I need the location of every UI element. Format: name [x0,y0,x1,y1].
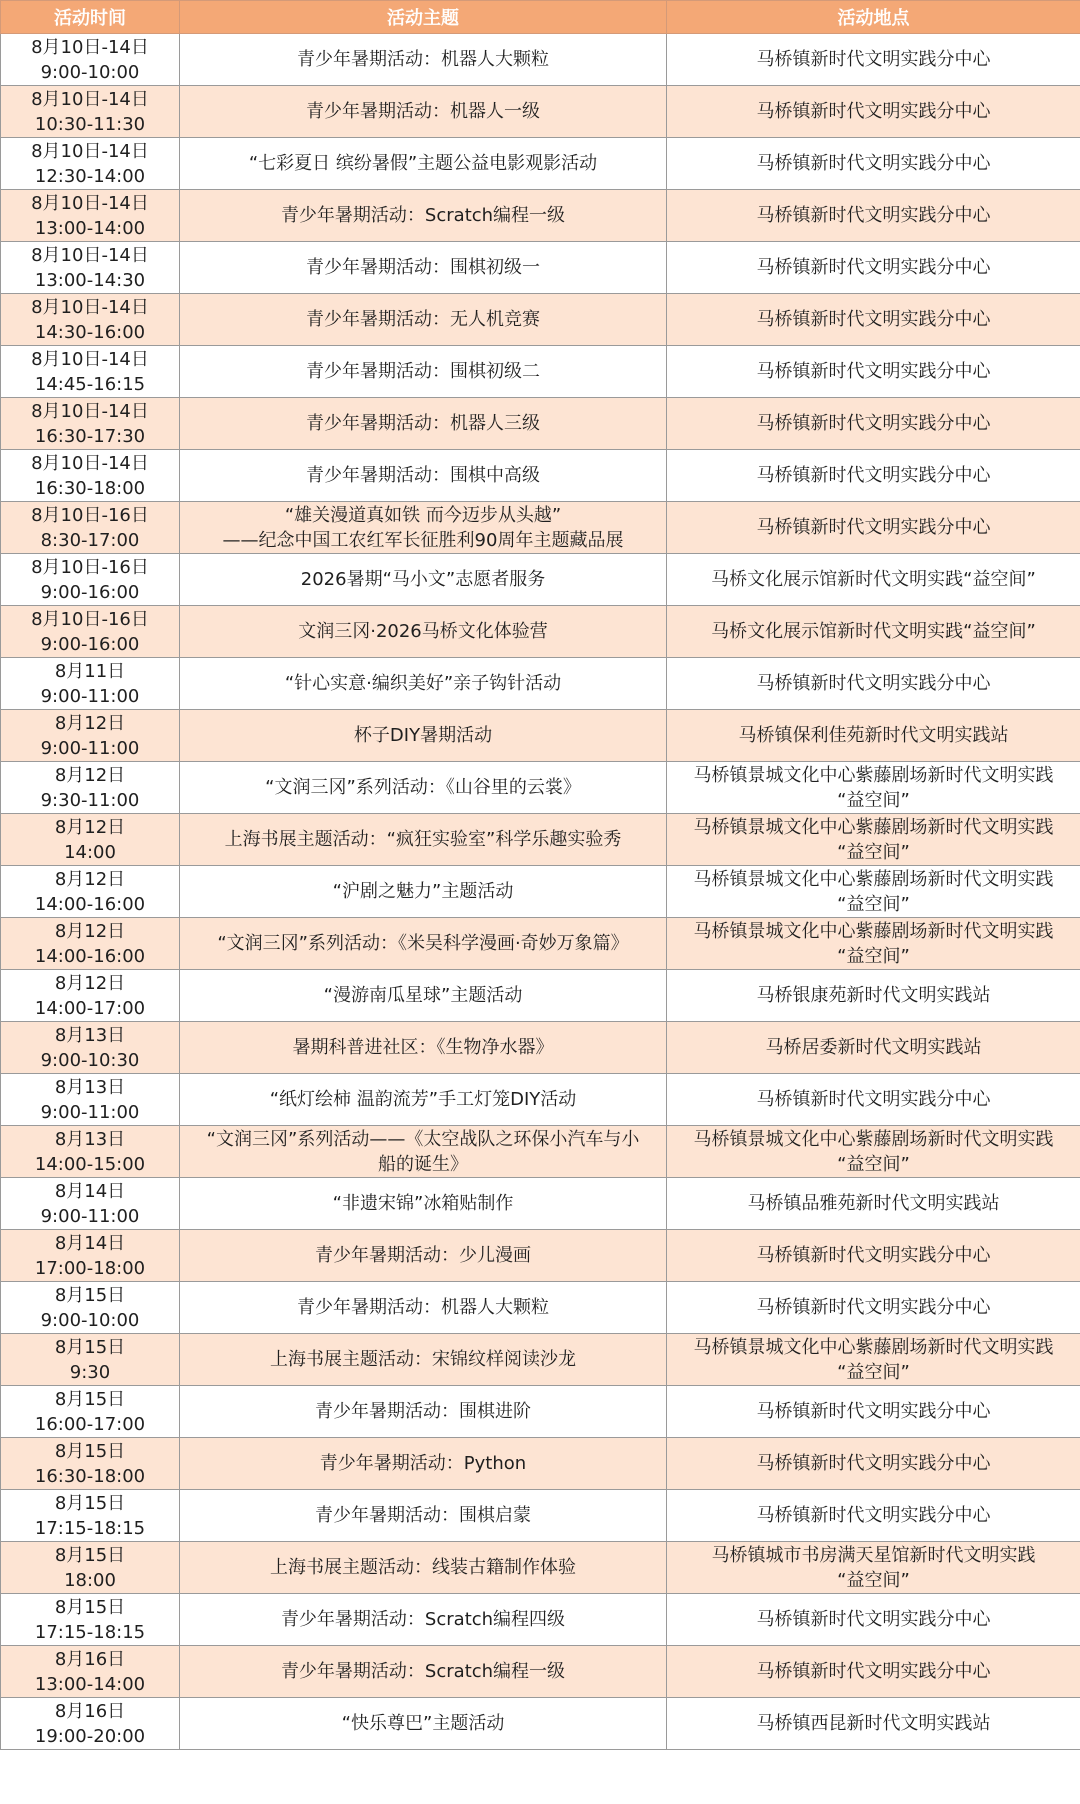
cell-theme [180,34,667,86]
activity-time: 9:30-11:00 [40,789,140,811]
header-location: 活动地点 [667,1,1080,34]
table-row [1,1022,1080,1074]
activity-theme: “漫游南瓜星球”主题活动 [323,985,523,1006]
cell-location [667,866,1080,918]
cell-time [1,1022,180,1074]
cell-location [667,86,1080,138]
table-row [1,1178,1080,1230]
activity-date: 8月10日-14日 [31,192,149,214]
table-row [1,606,1080,658]
activity-date: 8月10日-14日 [31,88,149,110]
cell-theme [180,1334,667,1386]
table-row [1,658,1080,710]
cell-time [1,502,180,554]
cell-location [667,398,1080,450]
cell-theme [180,346,667,398]
table-row [1,1126,1080,1178]
cell-theme [180,1386,667,1438]
activity-time: 13:00-14:00 [34,1673,146,1695]
activity-location: “益空间” [837,893,910,915]
activity-theme: 上海书展主题活动：“疯狂实验室”科学乐趣实验秀 [224,829,622,850]
cell-theme [180,294,667,346]
table-row [1,450,1080,502]
table-row [1,242,1080,294]
activity-time: 14:00 [64,841,116,863]
cell-theme [180,502,667,554]
cell-location [667,1230,1080,1282]
activity-time: 9:00-11:00 [40,1101,140,1123]
activity-location: 马桥镇新时代文明实践分中心 [756,49,991,70]
cell-location [667,1594,1080,1646]
activity-date: 8月10日-16日 [31,504,149,526]
cell-time [1,1074,180,1126]
cell-theme [180,1178,667,1230]
activity-location: “益空间” [837,789,910,811]
activity-theme: 青少年暑期活动：围棋中高级 [306,465,540,486]
activity-time: 14:00-16:00 [34,945,146,967]
table-row [1,1282,1080,1334]
activity-date: 8月12日 [54,712,126,734]
activity-location: 马桥镇新时代文明实践分中心 [756,1505,991,1526]
cell-time [1,346,180,398]
activity-date: 8月15日 [54,1440,126,1462]
cell-theme [180,1022,667,1074]
activity-date: 8月14日 [54,1180,126,1202]
cell-time [1,242,180,294]
cell-theme [180,1490,667,1542]
cell-time [1,1126,180,1178]
cell-theme [180,554,667,606]
cell-time [1,970,180,1022]
activity-location: 马桥文化展示馆新时代文明实践“益空间” [711,621,1036,642]
activity-location: 马桥镇城市书房满天星馆新时代文明实践 [711,1544,1036,1566]
cell-time [1,1334,180,1386]
activity-time: 8:30-17:00 [40,529,140,551]
activity-theme: “文润三冈”系列活动：《山谷里的云裳》 [265,777,581,798]
activity-time: 9:00-10:00 [40,1309,140,1331]
activity-time: 9:00-16:00 [40,633,140,655]
cell-location [667,450,1080,502]
activity-theme: “快乐尊巴”主题活动 [341,1713,505,1734]
cell-location [667,1282,1080,1334]
cell-theme [180,918,667,970]
cell-time [1,918,180,970]
table-row [1,814,1080,866]
activity-theme: 上海书展主题活动：宋锦纹样阅读沙龙 [270,1349,576,1370]
activity-location: “益空间” [837,1361,910,1383]
table-row [1,1074,1080,1126]
cell-time [1,1490,180,1542]
cell-theme [180,1282,667,1334]
cell-location [667,814,1080,866]
activity-date: 8月10日-14日 [31,36,149,58]
activity-location: “益空间” [837,1569,910,1591]
activity-date: 8月10日-14日 [31,140,149,162]
cell-location [667,346,1080,398]
cell-location [667,970,1080,1022]
activity-time: 16:30-17:30 [34,425,146,447]
activity-time: 16:00-17:00 [34,1413,146,1435]
activity-theme: “沪剧之魅力”主题活动 [332,881,514,902]
cell-location [667,1542,1080,1594]
activity-date: 8月10日-14日 [31,400,149,422]
activity-theme: 暑期科普进社区：《生物净水器》 [292,1037,554,1058]
cell-location [667,710,1080,762]
cell-theme [180,814,667,866]
activity-theme: 青少年暑期活动：Scratch编程一级 [280,205,566,226]
cell-location [667,1074,1080,1126]
activity-location: “益空间” [837,1153,910,1175]
activity-theme: 青少年暑期活动：机器人一级 [306,101,540,122]
activity-theme: 青少年暑期活动：围棋初级一 [306,257,540,278]
activity-time: 14:00-16:00 [34,893,146,915]
cell-time [1,398,180,450]
table-row [1,1438,1080,1490]
activity-time: 9:00-10:00 [40,61,140,83]
cell-time [1,1594,180,1646]
activity-location: 马桥镇新时代文明实践分中心 [756,1245,991,1266]
cell-theme [180,1438,667,1490]
activity-location: 马桥镇新时代文明实践分中心 [756,1089,991,1110]
table-row [1,1698,1080,1750]
cell-time [1,1646,180,1698]
cell-theme [180,1594,667,1646]
activity-date: 8月10日-14日 [31,452,149,474]
activity-theme: “针心实意·编织美好”亲子钩针活动 [284,673,562,694]
activity-theme: “纸灯绘柿 温韵流芳”手工灯笼DIY活动 [269,1089,577,1110]
cell-theme [180,86,667,138]
cell-time [1,190,180,242]
cell-location [667,1386,1080,1438]
table-row [1,502,1080,554]
table-row [1,1386,1080,1438]
activity-location: 马桥镇景城文化中心紫藤剧场新时代文明实践 [693,816,1054,838]
activity-time: 17:15-18:15 [34,1517,146,1539]
activity-theme: ——纪念中国工农红军长征胜利90周年主题藏品展 [222,529,624,551]
header-row [1,1,1080,34]
cell-location [667,658,1080,710]
activity-location: 马桥镇新时代文明实践分中心 [756,1661,991,1682]
activity-time: 14:45-16:15 [34,373,146,395]
cell-time [1,86,180,138]
activity-theme: 船的诞生》 [378,1153,468,1175]
cell-theme [180,762,667,814]
activity-time: 19:00-20:00 [34,1725,146,1747]
activity-date: 8月10日-14日 [31,296,149,318]
activity-time: 16:30-18:00 [34,477,146,499]
activity-theme: 青少年暑期活动：Scratch编程一级 [280,1661,566,1682]
activity-date: 8月15日 [54,1336,126,1358]
activity-date: 8月16日 [54,1648,126,1670]
cell-time [1,710,180,762]
activity-date: 8月12日 [54,764,126,786]
activity-location: 马桥镇保利佳苑新时代文明实践站 [738,725,1009,746]
activity-location: “益空间” [837,945,910,967]
cell-theme [180,138,667,190]
activity-time: 9:00-11:00 [40,737,140,759]
activity-location: 马桥镇新时代文明实践分中心 [756,465,991,486]
activity-location: 马桥镇西昆新时代文明实践站 [756,1713,991,1734]
activity-theme: 青少年暑期活动：少儿漫画 [315,1245,531,1266]
cell-theme [180,1542,667,1594]
activity-location: 马桥镇新时代文明实践分中心 [756,1609,991,1630]
activity-date: 8月13日 [54,1128,126,1150]
activity-theme: 青少年暑期活动：围棋初级二 [306,361,540,382]
table-row [1,762,1080,814]
activity-theme: 青少年暑期活动：围棋启蒙 [315,1505,531,1526]
table-row [1,1542,1080,1594]
table-row [1,710,1080,762]
table-row [1,1334,1080,1386]
cell-time [1,450,180,502]
activity-theme: 上海书展主题活动：线装古籍制作体验 [270,1557,576,1578]
activity-location: 马桥镇景城文化中心紫藤剧场新时代文明实践 [693,1128,1054,1150]
cell-location [667,1490,1080,1542]
activity-date: 8月10日-16日 [31,556,149,578]
activity-date: 8月10日-14日 [31,348,149,370]
activity-date: 8月10日-14日 [31,244,149,266]
table-row [1,866,1080,918]
cell-theme [180,190,667,242]
cell-location [667,242,1080,294]
activity-date: 8月15日 [54,1596,126,1618]
cell-time [1,1230,180,1282]
table-row [1,970,1080,1022]
table-row [1,398,1080,450]
activity-time: 12:30-14:00 [34,165,146,187]
cell-time [1,1386,180,1438]
activity-time: 18:00 [64,1569,116,1591]
activity-location: 马桥镇景城文化中心紫藤剧场新时代文明实践 [693,920,1054,942]
activity-theme: 2026暑期“马小文”志愿者服务 [300,569,546,590]
activity-location: 马桥文化展示馆新时代文明实践“益空间” [711,569,1036,590]
table-row [1,1230,1080,1282]
activity-time: 14:30-16:00 [34,321,146,343]
activity-theme: 文润三冈·2026马桥文化体验营 [298,621,548,642]
cell-time [1,34,180,86]
table-row [1,554,1080,606]
activity-location: 马桥镇新时代文明实践分中心 [756,673,991,694]
header-time: 活动时间 [1,1,180,34]
activity-theme: 青少年暑期活动：机器人三级 [306,413,540,434]
cell-time [1,658,180,710]
activity-date: 8月15日 [54,1284,126,1306]
cell-theme [180,866,667,918]
table-header [1,1,1080,34]
activity-location: 马桥银康苑新时代文明实践站 [756,985,991,1006]
activity-location: 马桥镇景城文化中心紫藤剧场新时代文明实践 [693,1336,1054,1358]
activity-location: 马桥居委新时代文明实践站 [765,1037,982,1058]
activity-time: 14:00-15:00 [34,1153,146,1175]
activity-theme: 青少年暑期活动：机器人大颗粒 [297,49,549,70]
activity-date: 8月12日 [54,920,126,942]
activity-time: 16:30-18:00 [34,1465,146,1487]
activity-date: 8月13日 [54,1076,126,1098]
table-row [1,918,1080,970]
cell-time [1,1178,180,1230]
activity-time: 14:00-17:00 [34,997,146,1019]
activity-location: 马桥镇新时代文明实践分中心 [756,361,991,382]
table-row [1,1594,1080,1646]
activity-time: 17:00-18:00 [34,1257,146,1279]
cell-time [1,866,180,918]
table-row [1,86,1080,138]
cell-location [667,1646,1080,1698]
cell-location [667,34,1080,86]
table-row [1,1490,1080,1542]
table-row [1,294,1080,346]
cell-time [1,606,180,658]
cell-location [667,1698,1080,1750]
activity-time: 9:00-11:00 [40,1205,140,1227]
cell-theme [180,398,667,450]
cell-theme [180,1126,667,1178]
activity-location: 马桥镇新时代文明实践分中心 [756,101,991,122]
activity-time: 13:00-14:30 [34,269,146,291]
cell-time [1,762,180,814]
table-row [1,1646,1080,1698]
activity-date: 8月13日 [54,1024,126,1046]
cell-location [667,606,1080,658]
cell-theme [180,1646,667,1698]
activity-time: 10:30-11:30 [34,113,146,135]
activity-date: 8月12日 [54,816,126,838]
activity-time: 9:00-10:30 [40,1049,140,1071]
activity-date: 8月10日-16日 [31,608,149,630]
table-row [1,34,1080,86]
cell-theme [180,658,667,710]
cell-theme [180,970,667,1022]
cell-theme [180,1074,667,1126]
cell-location [667,1178,1080,1230]
activity-location: 马桥镇新时代文明实践分中心 [756,153,991,174]
cell-time [1,554,180,606]
cell-time [1,1282,180,1334]
activity-theme: “文润三冈”系列活动：《米吴科学漫画·奇妙万象篇》 [217,933,629,954]
activity-date: 8月11日 [54,660,126,682]
activity-location: 马桥镇新时代文明实践分中心 [756,517,991,538]
activity-theme: 青少年暑期活动：围棋进阶 [315,1401,531,1422]
activity-date: 8月16日 [54,1700,126,1722]
activity-location: “益空间” [837,841,910,863]
activity-date: 8月15日 [54,1492,126,1514]
cell-theme [180,242,667,294]
activity-location: 马桥镇新时代文明实践分中心 [756,1401,991,1422]
table-body [1,34,1080,1750]
activity-time: 9:00-16:00 [40,581,140,603]
activity-location: 马桥镇新时代文明实践分中心 [756,205,991,226]
activity-location: 马桥镇新时代文明实践分中心 [756,413,991,434]
activity-location: 马桥镇景城文化中心紫藤剧场新时代文明实践 [693,764,1054,786]
activity-theme: “文润三冈”系列活动——《太空战队之环保小汽车与小 [206,1128,640,1150]
cell-time [1,814,180,866]
activity-location: 马桥镇新时代文明实践分中心 [756,257,991,278]
activity-theme: 杯子DIY暑期活动 [353,725,493,746]
cell-location [667,138,1080,190]
cell-theme [180,1230,667,1282]
cell-location [667,554,1080,606]
activity-time: 13:00-14:00 [34,217,146,239]
table-row [1,190,1080,242]
cell-time [1,1542,180,1594]
cell-theme [180,450,667,502]
cell-location [667,1334,1080,1386]
table-row [1,346,1080,398]
header-theme: 活动主题 [180,1,667,34]
activity-time: 9:30 [69,1361,111,1383]
activity-date: 8月15日 [54,1544,126,1566]
cell-time [1,1698,180,1750]
cell-theme [180,710,667,762]
cell-location [667,294,1080,346]
activity-time: 9:00-11:00 [40,685,140,707]
activity-theme: “雄关漫道真如铁 而今迈步从头越” [284,504,562,526]
cell-location [667,1438,1080,1490]
table-row [1,138,1080,190]
activity-theme: 青少年暑期活动：Python [319,1453,527,1474]
activity-location: 马桥镇新时代文明实践分中心 [756,309,991,330]
activity-date: 8月15日 [54,1388,126,1410]
activity-theme: 青少年暑期活动：无人机竞赛 [306,309,540,330]
activity-date: 8月12日 [54,868,126,890]
activity-theme: 青少年暑期活动：Scratch编程四级 [280,1609,566,1630]
activity-theme: “非遗宋锦”冰箱贴制作 [332,1193,514,1214]
cell-time [1,1438,180,1490]
activity-location: 马桥镇景城文化中心紫藤剧场新时代文明实践 [693,868,1054,890]
activity-theme: 青少年暑期活动：机器人大颗粒 [297,1297,549,1318]
activity-theme: “七彩夏日 缤纷暑假”主题公益电影观影活动 [248,153,598,174]
cell-location [667,1126,1080,1178]
activity-date: 8月14日 [54,1232,126,1254]
cell-theme [180,1698,667,1750]
cell-location [667,918,1080,970]
cell-theme [180,606,667,658]
cell-time [1,294,180,346]
activity-location: 马桥镇新时代文明实践分中心 [756,1297,991,1318]
activity-date: 8月12日 [54,972,126,994]
activity-location: 马桥镇品雅苑新时代文明实践站 [747,1193,1000,1214]
cell-location [667,190,1080,242]
cell-location [667,762,1080,814]
activity-location: 马桥镇新时代文明实践分中心 [756,1453,991,1474]
cell-location [667,1022,1080,1074]
cell-time [1,138,180,190]
activity-time: 17:15-18:15 [34,1621,146,1643]
cell-location [667,502,1080,554]
